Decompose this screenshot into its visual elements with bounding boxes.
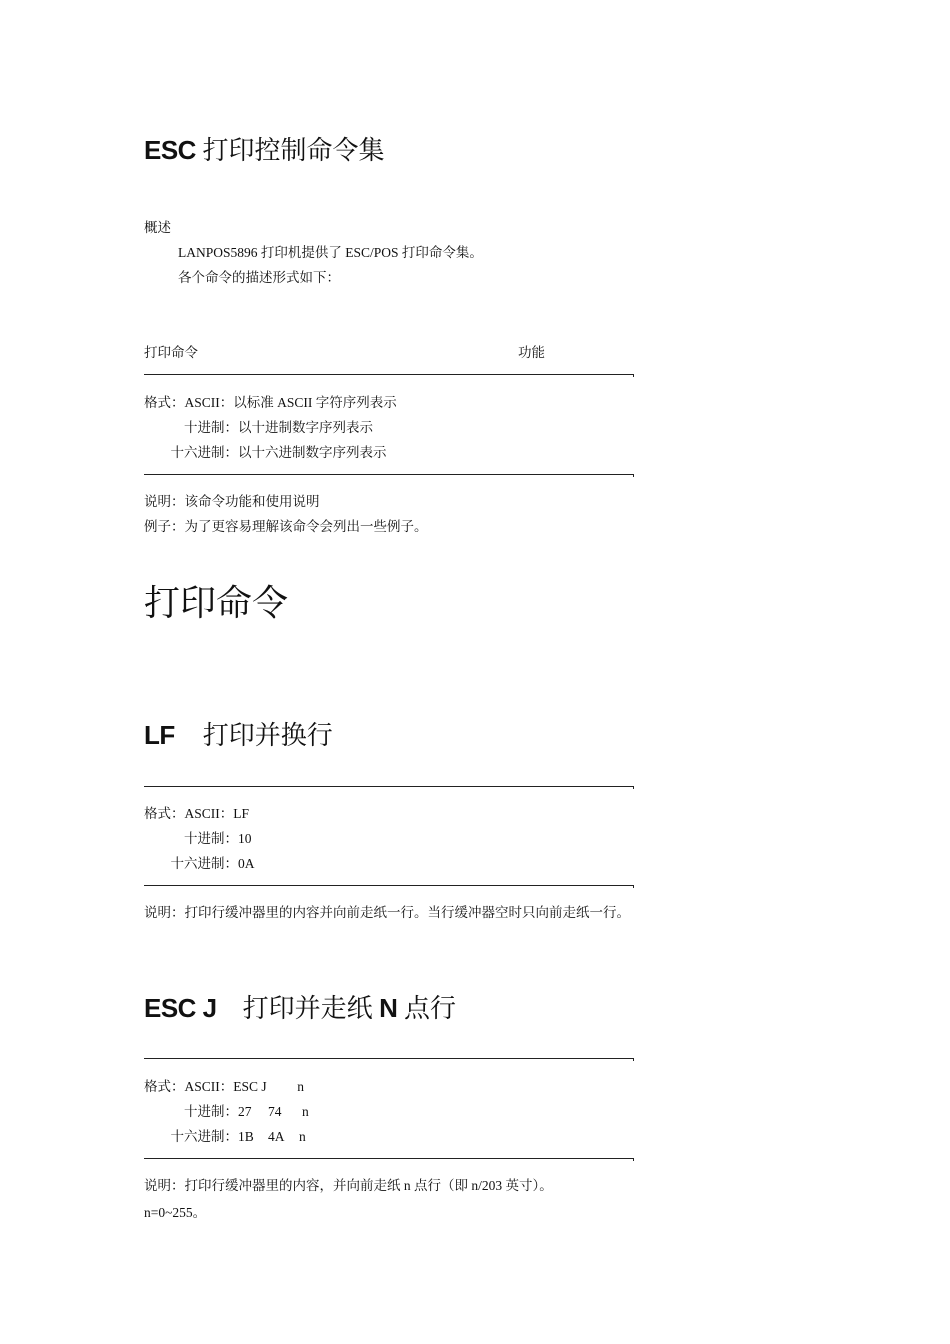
hex-label: 十六进制： xyxy=(170,445,238,460)
template-description: 说明：该命令功能和使用说明 xyxy=(144,494,320,509)
escj-rule-bottom xyxy=(144,1158,633,1159)
lf-heading xyxy=(144,719,333,752)
escj-ascii-row xyxy=(144,1078,304,1096)
lf-name: 打印并换行 xyxy=(202,721,333,750)
escj-name-c: 点行 xyxy=(403,994,456,1023)
escj-hex-2: n xyxy=(299,1129,306,1144)
ascii-label: ASCII： xyxy=(184,395,234,410)
lf-code: LF xyxy=(144,720,175,750)
escj-heading xyxy=(144,992,456,1025)
section-title: 打印命令 xyxy=(144,583,289,623)
lf-dec-row xyxy=(144,830,252,848)
overview-line-2: 各个命令的描述形式如下： xyxy=(178,270,340,285)
overview-label: 概述 xyxy=(144,220,171,235)
escj-dec-0: 27 xyxy=(238,1104,252,1119)
title-text: 打印控制命令集 xyxy=(202,136,385,165)
lf-ascii-value: LF xyxy=(233,806,250,821)
template-rule-top xyxy=(144,374,633,375)
lf-rule-top xyxy=(144,786,633,787)
escj-dec-row xyxy=(144,1103,309,1121)
escj-name-b: N xyxy=(379,993,398,1023)
escj-hex-row xyxy=(144,1128,306,1146)
template-rule-bottom xyxy=(144,474,633,475)
lf-rule-bottom xyxy=(144,885,633,886)
template-dec-row xyxy=(144,419,373,437)
format-label: 格式： xyxy=(144,1079,185,1094)
escj-hex-1: 4A xyxy=(268,1129,285,1144)
escj-rule-top xyxy=(144,1058,633,1059)
template-col-command: 打印命令 xyxy=(144,345,198,360)
escj-range: n=0~255。 xyxy=(144,1205,207,1220)
document-title xyxy=(144,134,384,167)
escj-ascii-0: ESC J xyxy=(233,1079,267,1094)
template-col-function: 功能 xyxy=(518,345,545,360)
lf-dec-value: 10 xyxy=(238,831,252,846)
escj-dec-1: 74 xyxy=(268,1104,282,1119)
format-label: 格式： xyxy=(144,395,185,410)
escj-name-a: 打印并走纸 xyxy=(242,994,373,1023)
escj-ascii-1: n xyxy=(297,1079,305,1094)
dec-desc: 以十进制数字序列表示 xyxy=(238,420,373,435)
escj-dec-2: n xyxy=(302,1104,309,1119)
escj-code: ESC J xyxy=(144,993,217,1023)
ascii-desc: 以标准 ASCII 字符序列表示 xyxy=(233,395,397,410)
hex-label: 十六进制： xyxy=(170,1129,238,1144)
ascii-label: ASCII： xyxy=(184,1079,234,1094)
template-example: 例子：为了更容易理解该命令会列出一些例子。 xyxy=(144,519,428,534)
overview-line-1: LANPOS5896 打印机提供了 ESC/POS 打印命令集。 xyxy=(178,245,483,260)
dec-label: 十进制： xyxy=(184,1104,238,1119)
escj-hex-0: 1B xyxy=(238,1129,254,1144)
title-code: ESC xyxy=(144,135,196,165)
format-label: 格式： xyxy=(144,806,185,821)
lf-hex-row xyxy=(144,855,255,873)
hex-label: 十六进制： xyxy=(170,856,238,871)
dec-label: 十进制： xyxy=(184,831,238,846)
lf-hex-value: 0A xyxy=(238,856,255,871)
dec-label: 十进制： xyxy=(184,420,238,435)
template-ascii-row xyxy=(144,394,397,412)
ascii-label: ASCII： xyxy=(184,806,234,821)
lf-ascii-row xyxy=(144,805,249,823)
hex-desc: 以十六进制数字序列表示 xyxy=(238,445,387,460)
escj-description: 说明：打印行缓冲器里的内容，并向前走纸 n 点行（即 n/203 英寸）。 xyxy=(144,1178,553,1193)
template-hex-row xyxy=(144,444,387,462)
lf-description: 说明：打印行缓冲器里的内容并向前走纸一行。当行缓冲器空时只向前走纸一行。 xyxy=(144,905,630,920)
